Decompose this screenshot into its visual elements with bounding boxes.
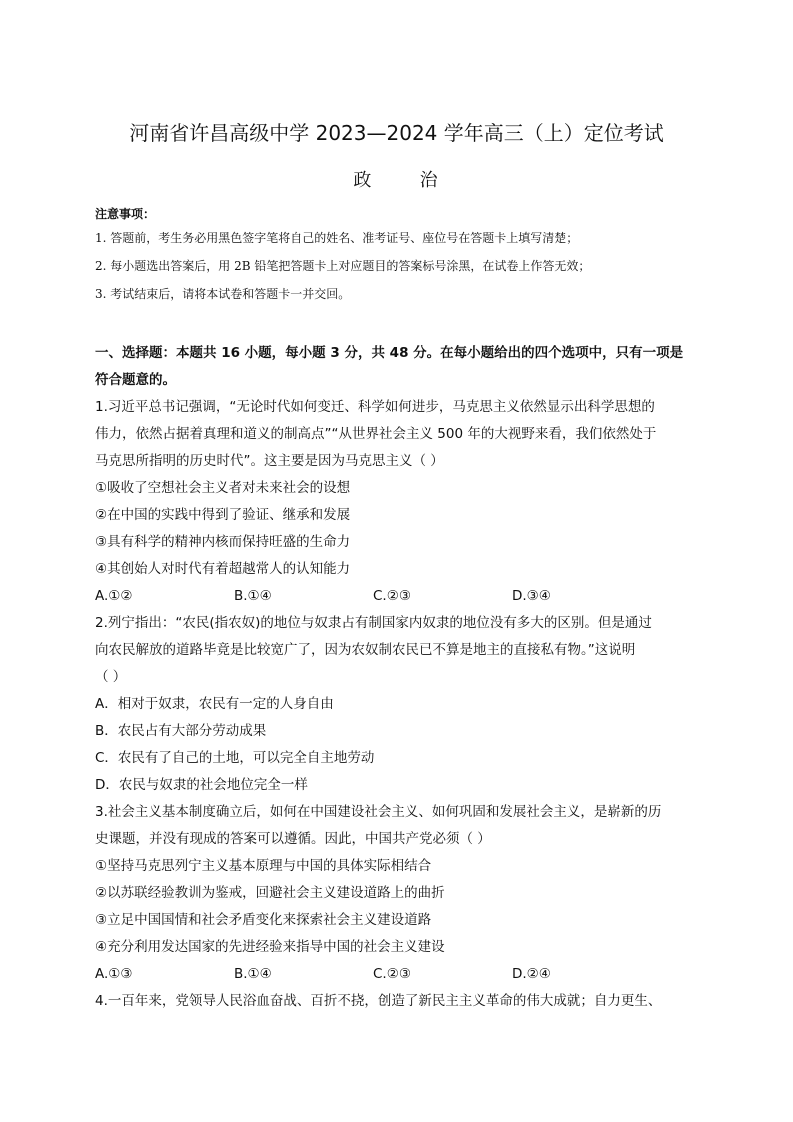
subject-title: 政 治 [353,170,440,191]
answer-options [95,961,695,988]
option-a: A.①③ [95,966,133,982]
option-a: A．相对于奴隶，农民有一定的人身自由 [95,696,334,712]
section-heading-cont: 符合题意的。 [95,372,176,388]
notes-item: 2. 每小题选出答案后，用 2B 铅笔把答题卡上对应题目的答案标号涂黑，在试卷上作答无效； [95,259,591,273]
exam-title: 河南省许昌高级中学 2023—2024 学年高三（上）定位考试 [129,121,664,145]
question-stem: 史课题，并没有现成的答案可以遵循。因此，中国共产党必须（ ） [95,831,491,847]
questions [95,340,695,1015]
option-b: B.①④ [234,966,272,982]
question-item: ②以苏联经验教训为鉴戒，回避社会主义建设道路上的曲折 [95,885,445,901]
question-item: ③具有科学的精神内核而保持旺盛的生命力 [95,534,351,550]
option-d: D.③④ [512,588,551,604]
notes-item: 1. 答题前，考生务必用黑色签字笔将自己的姓名、准考证号、座位号在答题卡上填写清楚； [95,231,579,245]
option-c: C.②③ [373,966,411,982]
option-b: B.①④ [234,588,272,604]
question-stem: 4.一百年来，党领导人民浴血奋战、百折不挠，创造了新民主主义革命的伟大成就；自力更生、 [95,993,662,1009]
question-item: ②在中国的实践中得到了验证、继承和发展 [95,507,351,523]
question-stem: 伟力，依然占据着真理和道义的制高点”“从世界社会主义 500 年的大视野来看，我们依然处于 [95,426,657,442]
option-d: D.②④ [512,966,551,982]
question-3 [95,799,695,988]
question-2 [95,610,695,799]
question-stem: 1.习近平总书记强调，“无论时代如何变迁、科学如何进步，马克思主义依然显示出科学思想的 [95,399,655,415]
question-4 [95,988,695,1015]
section-heading: 一、选择题：本题共 16 小题，每小题 3 分，共 48 分。在每小题给出的四个选项中，只有一项是 [95,345,684,361]
question-stem: 3.社会主义基本制度确立后，如何在中国建设社会主义、如何巩固和发展社会主义，是崭新的历 [95,804,662,820]
option-c: C.②③ [373,588,411,604]
notes-item: 3. 考试结束后，请将本试卷和答题卡一并交回。 [95,287,351,301]
question-item: ①坚持马克思列宁主义基本原理与中国的具体实际相结合 [95,858,432,874]
question-item: ③立足中国国情和社会矛盾变化来探索社会主义建设道路 [95,912,432,928]
question-stem: 向农民解放的道路毕竟是比较宽广了，因为农奴制农民已不算是地主的直接私有物。”这说明 [95,642,636,658]
question-item: ④其创始人对时代有着超越常人的认知能力 [95,561,351,577]
question-1 [95,394,695,610]
question-stem: 马克思所指明的历史时代”。这主要是因为马克思主义（ ） [95,453,444,469]
option-c: C．农民有了自己的土地，可以完全自主地劳动 [95,750,375,766]
question-item: ①吸收了空想社会主义者对未来社会的设想 [95,480,351,496]
exam-notes [95,204,590,312]
option-a: A.①② [95,588,133,604]
question-item: ④充分利用发达国家的先进经验来指导中国的社会主义建设 [95,939,445,955]
option-d: D．农民与奴隶的社会地位完全一样 [95,777,308,793]
answer-options [95,583,695,610]
notes-heading: 注意事项： [95,207,156,221]
option-b: B．农民占有大部分劳动成果 [95,723,267,739]
question-stem: （ ） [95,669,127,685]
question-stem: 2.列宁指出：“农民(指农奴)的地位与奴隶占有制国家内奴隶的地位没有多大的区别。但是通过 [95,615,652,631]
